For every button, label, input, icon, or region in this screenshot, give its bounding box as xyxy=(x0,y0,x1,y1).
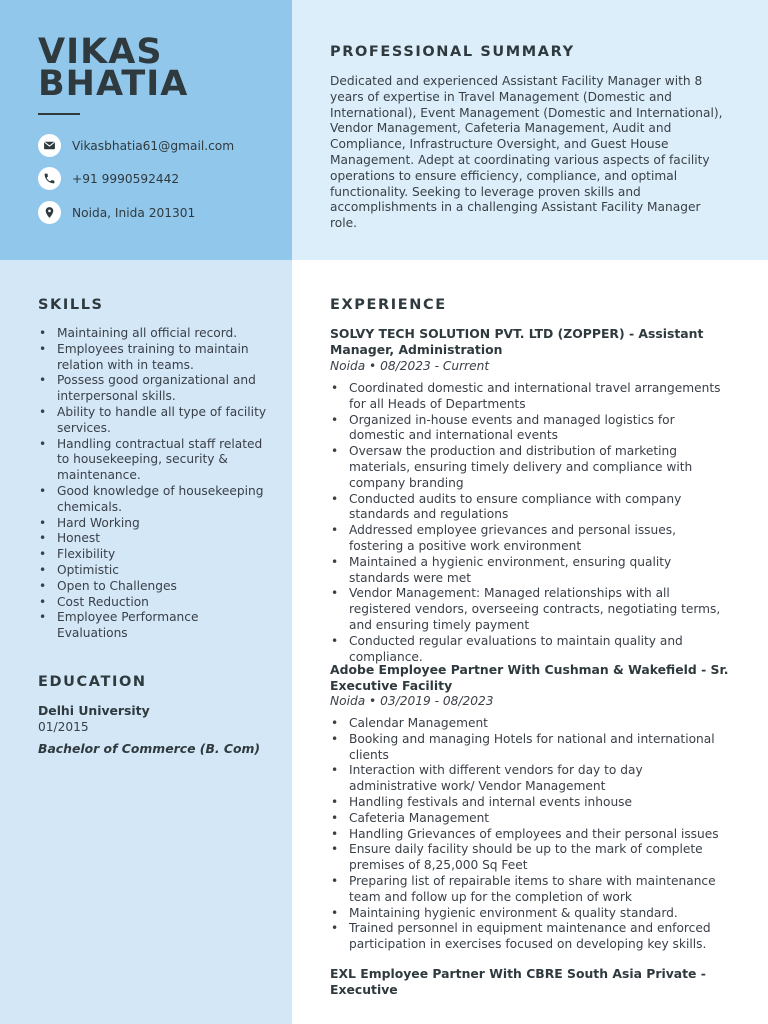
skill-item: • Employees training to maintain relation with in teams. xyxy=(38,342,268,374)
skill-item: • Optimistic xyxy=(38,563,268,579)
contact-location xyxy=(38,201,195,224)
job-title: SOLVY TECH SOLUTION PVT. LTD (ZOPPER) - Assistant Manager, Administration xyxy=(330,326,704,357)
job-title: EXL Employee Partner With CBRE South Asia Private - Executive xyxy=(330,966,706,997)
map-pin-icon xyxy=(38,201,61,224)
skill-item: • Possess good organizational and interpersonal skills. xyxy=(38,373,268,405)
summary-heading: PROFESSIONAL SUMMARY xyxy=(330,44,575,60)
job-meta: Noida • 03/2019 - 08/2023 xyxy=(330,694,494,708)
job-bullet: • Maintained a hygienic environment, ensuring quality standards were met xyxy=(330,555,730,587)
education-degree: Bachelor of Commerce (B. Com) xyxy=(38,741,261,756)
contact-email[interactable] xyxy=(38,134,234,157)
education-school: Delhi University xyxy=(38,703,150,718)
job-bullet: • Interaction with different vendors for day to day administrative work/ Vendor Management xyxy=(330,763,730,795)
skill-item: • Good knowledge of housekeeping chemicals. xyxy=(38,484,268,516)
education-date: 01/2015 xyxy=(38,720,89,734)
education-heading: EDUCATION xyxy=(38,674,147,690)
job-bullet: • Cafeteria Management xyxy=(330,811,730,827)
job-bullet: • Ensure daily facility should be up to the mark of complete premises of 8,25,000 Sq Feet xyxy=(330,842,730,874)
candidate-name xyxy=(38,32,189,104)
contact-phone[interactable] xyxy=(38,167,179,190)
skills-heading: SKILLS xyxy=(38,297,104,313)
job-bullet: • Maintaining hygienic environment & quality standard. xyxy=(330,906,730,922)
skill-item: • Cost Reduction xyxy=(38,595,268,611)
skill-item: • Hard Working xyxy=(38,516,268,532)
job-bullet: • Conducted audits to ensure compliance with company standards and regulations xyxy=(330,492,730,524)
skills-list xyxy=(38,326,268,642)
email-text[interactable]: Vikasbhatia61@gmail.com xyxy=(72,138,235,153)
skill-item: • Employee Performance Evaluations xyxy=(38,610,268,642)
job-bullet: • Addressed employee grievances and personal issues, fostering a positive work environment xyxy=(330,523,730,555)
job-bullet: • Coordinated domestic and international travel arrangements for all Heads of Departments xyxy=(330,381,730,413)
job-bullet: • Trained personnel in equipment maintenance and enforced participation in exercises focused on developing key skills. xyxy=(330,921,730,953)
location-text: Noida, Inida 201301 xyxy=(72,205,196,220)
job-title: Adobe Employee Partner With Cushman & Wakefield - Sr. Executive Facility xyxy=(330,662,729,693)
job-bullet: • Preparing list of repairable items to share with maintenance team and follow up for the completion of work xyxy=(330,874,730,906)
job-bullet: • Handling Grievances of employees and their personal issues xyxy=(330,827,730,843)
skill-item: • Flexibility xyxy=(38,547,268,563)
envelope-icon xyxy=(38,134,61,157)
job-bullet: • Booking and managing Hotels for national and international clients xyxy=(330,732,730,764)
phone-icon xyxy=(38,167,61,190)
job-bullet: • Handling festivals and internal events inhouse xyxy=(330,795,730,811)
job-bullet: • Conducted regular evaluations to maintain quality and compliance. xyxy=(330,634,730,666)
skill-item: • Honest xyxy=(38,531,268,547)
job-meta: Noida • 08/2023 - Current xyxy=(330,359,490,373)
job-bullet: • Oversaw the production and distribution of marketing materials, ensuring timely delivery and compliance with company branding xyxy=(330,444,730,491)
skill-item: • Handling contractual staff related to housekeeping, security & maintenance. xyxy=(38,437,268,484)
job-bullet: • Vendor Management: Managed relationships with all registered vendors, overseeing contracts, negotiating terms, and ensuring timely payment xyxy=(330,586,730,633)
skill-item: • Maintaining all official record. xyxy=(38,326,268,342)
job-bullets xyxy=(330,716,730,953)
job-bullet: • Calendar Management xyxy=(330,716,730,732)
candidate-first-name: VIKAS xyxy=(38,32,163,72)
skill-item: • Open to Challenges xyxy=(38,579,268,595)
summary-text: Dedicated and experienced Assistant Facility Manager with 8 years of expertise in Travel Management (Domestic and International), Event Management (Domestic and International), Vendor Management, Cafeteria Management, Audit and Compliance, Infrastructure Oversight, and Guest House Management. Adept at coordinating various aspects of facility operations to ensure efficiency, compliance, and optimal functionality. Seeking to leverage proven skills and accomplishments in a challenging Assistant Facility Manager role. xyxy=(330,74,723,231)
job-bullets xyxy=(330,381,730,665)
phone-text[interactable]: +91 9990592442 xyxy=(72,171,180,186)
candidate-last-name: BHATIA xyxy=(38,64,189,104)
experience-heading: EXPERIENCE xyxy=(330,297,447,313)
job-bullet: • Organized in-house events and managed logistics for domestic and international events xyxy=(330,413,730,445)
skill-item: • Ability to handle all type of facility services. xyxy=(38,405,268,437)
name-divider xyxy=(38,113,80,115)
